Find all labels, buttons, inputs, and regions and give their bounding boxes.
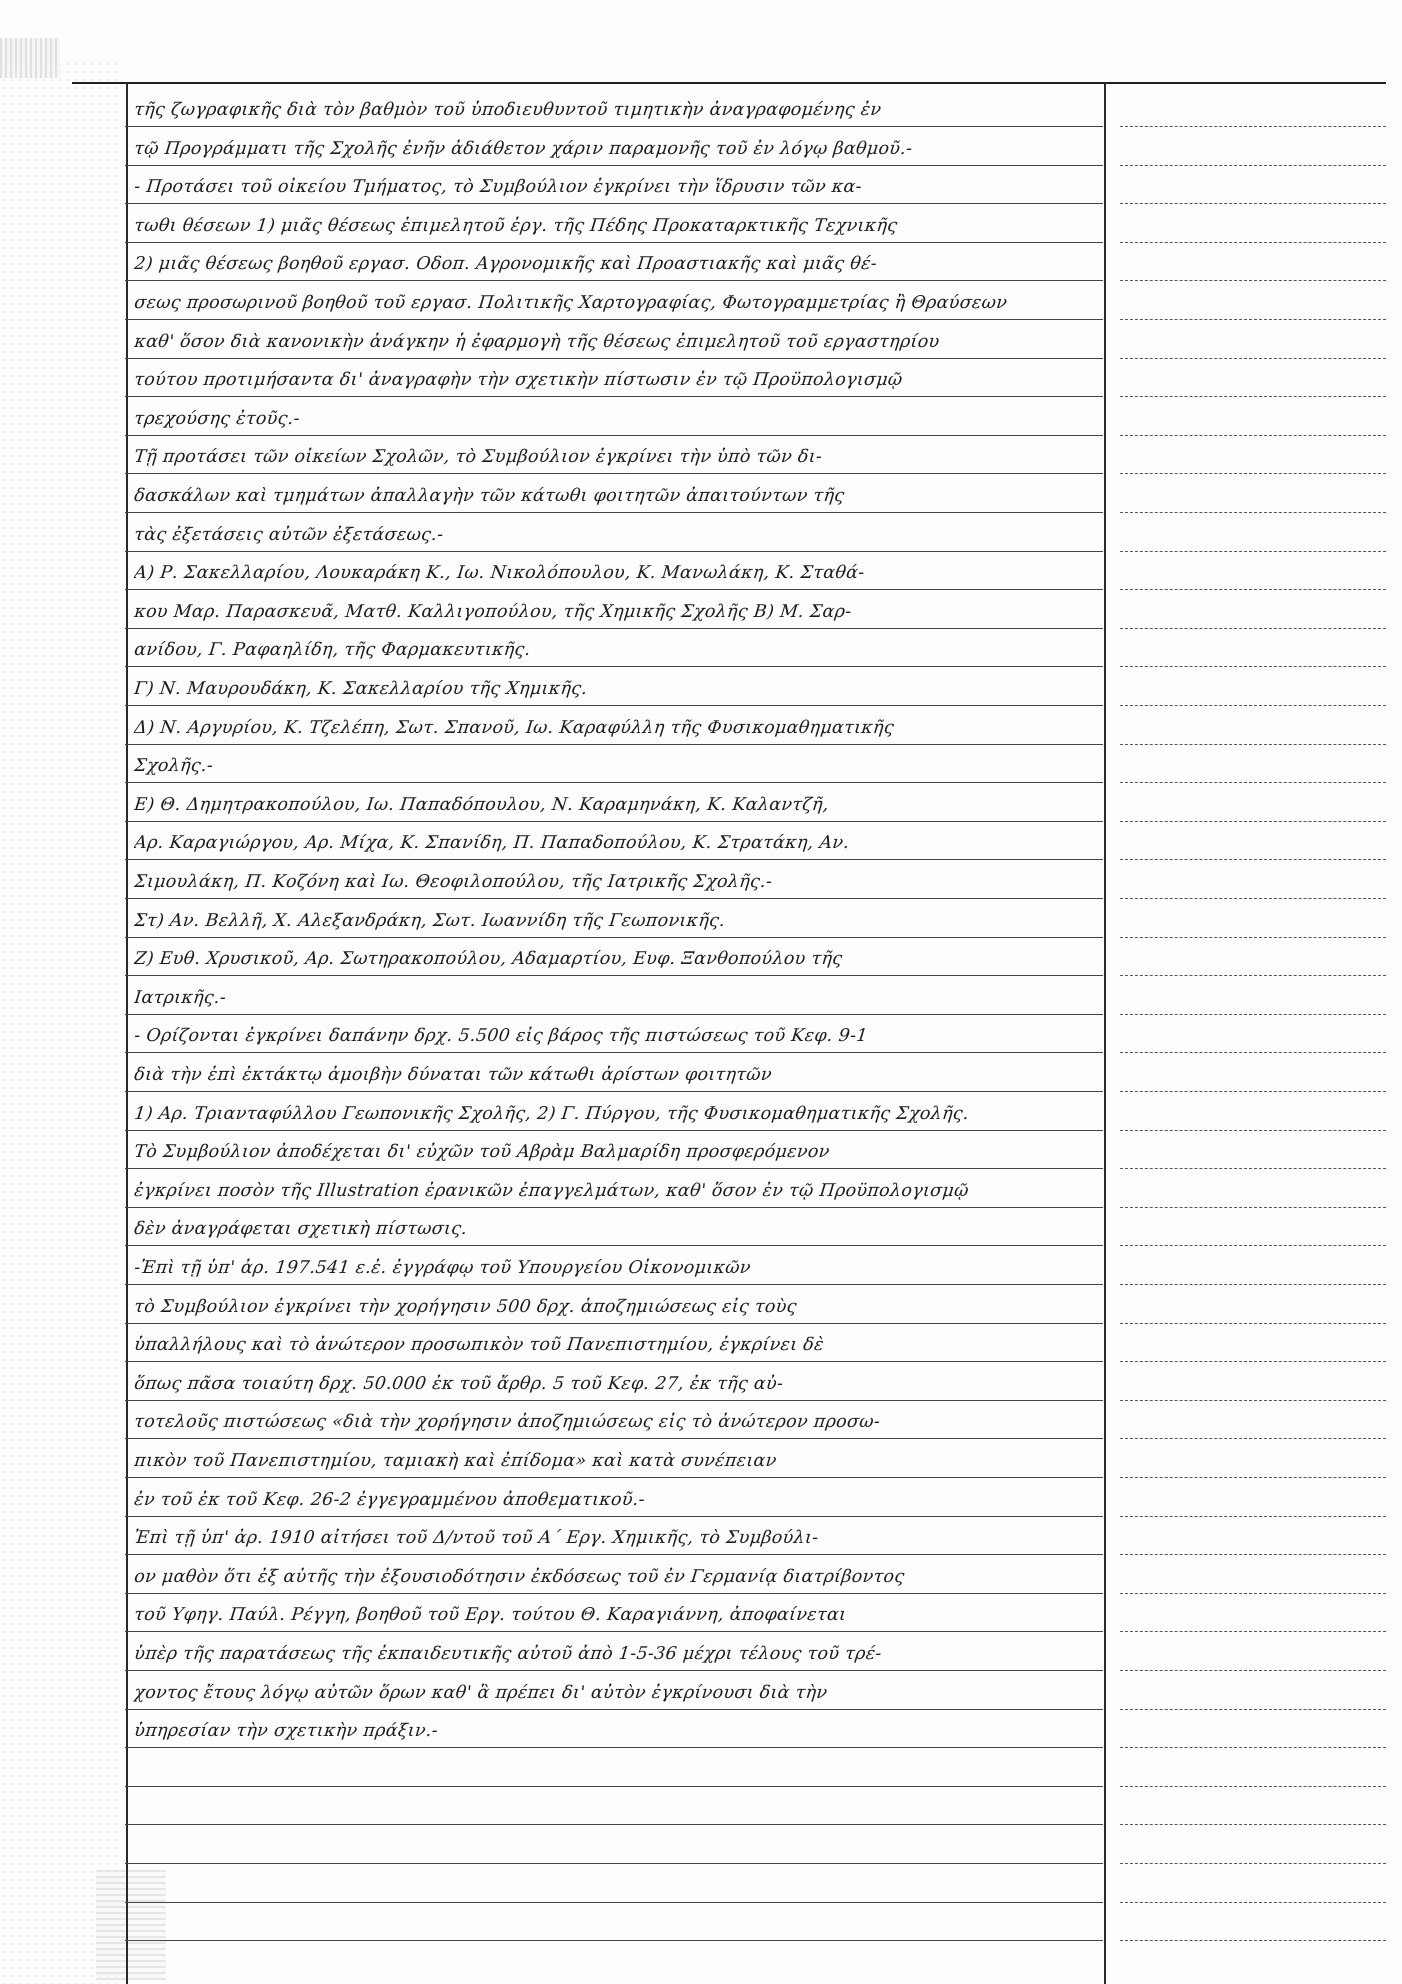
margin-dash-line: [1120, 1902, 1386, 1903]
margin-dash-line: [1120, 165, 1386, 166]
margin-dash-line: [1120, 1245, 1386, 1246]
margin-dash-line: [1120, 1168, 1386, 1169]
margin-dash-line: [1120, 589, 1386, 590]
margin-dash-line: [1120, 1130, 1386, 1131]
margin-dash-line: [1120, 1014, 1386, 1015]
margin-dash-line: [1120, 1670, 1386, 1671]
margin-dash-line: [1120, 1477, 1386, 1478]
handwritten-line: Α) Ρ. Σακελλαρίου, Λουκαράκη Κ., Ιω. Νικολόπουλου, Κ. Μανωλάκη, Κ. Σταθά-: [133, 563, 866, 583]
margin-dash-line: [1120, 203, 1386, 204]
margin-dash-line: [1120, 1593, 1386, 1594]
ruled-line: [125, 1786, 1103, 1787]
margin-dash-line: [1120, 473, 1386, 474]
handwritten-line: τωθι θέσεων 1) μιᾶς θέσεως ἐπιμελητοῦ ἐργ. τῆς Πέδης Προκαταρκτικῆς Τεχνικῆς: [133, 216, 899, 236]
handwritten-line: Σχολῆς.-: [133, 756, 215, 776]
handwritten-line: τοῦ Υφηγ. Παύλ. Ρέγγη, βοηθοῦ τοῦ Εργ. τούτου Θ. Καραγιάννη, ἀποφαίνεται: [133, 1605, 848, 1625]
margin-dash-line: [1120, 358, 1386, 359]
margin-dash-line: [1120, 1516, 1386, 1517]
handwritten-line: ἐγκρίνει ποσὸν τῆς Illustration ἐρανικῶν ἐπαγγελμάτων, καθ' ὅσον ἐν τῷ Προϋπολογισμῷ: [133, 1181, 970, 1201]
margin-dash-line: [1120, 435, 1386, 436]
margin-dash-line: [1120, 1824, 1386, 1825]
margin-dash-line: [1120, 1323, 1386, 1324]
handwritten-line: Σιμουλάκη, Π. Κοζόνη καὶ Ιω. Θεοφιλοπούλου, τῆς Ιατρικῆς Σχολῆς.-: [133, 872, 774, 892]
handwritten-line: Ιατρικῆς.-: [133, 988, 228, 1008]
margin-dash-line: [1120, 1709, 1386, 1710]
handwritten-line: Στ) Αν. Βελλῆ, Χ. Αλεξανδράκη, Σωτ. Ιωαννίδη τῆς Γεωπονικῆς.: [133, 911, 727, 931]
margin-dash-line: [1120, 782, 1386, 783]
handwritten-line: - Προτάσει τοῦ οἰκείου Τμήματος, τὸ Συμβούλιον ἐγκρίνει τὴν ἵδρυσιν τῶν κα-: [133, 177, 863, 197]
handwritten-line: -Ἐπὶ τῇ ὑπ' ἀρ. 197.541 ε.ἐ. ἐγγράφῳ τοῦ Υπουργείου Οἰκονομικῶν: [133, 1258, 752, 1278]
handwritten-line: ον μαθὸν ὅτι ἐξ αὐτῆς τὴν ἐξουσιοδότησιν ἐκδόσεως τοῦ ἐν Γερμανίᾳ διατρίβοντος: [133, 1567, 906, 1587]
margin-dash-line: [1120, 705, 1386, 706]
margin-dash-line: [1120, 937, 1386, 938]
margin-dash-line: [1120, 1631, 1386, 1632]
handwritten-line: σεως προσωρινοῦ βοηθοῦ τοῦ εργασ. Πολιτικῆς Χαρτογραφίας, Φωτογραμμετρίας ἢ Θραύσεων: [133, 293, 1009, 313]
margin-dash-line: [1120, 628, 1386, 629]
margin-dash-line: [1120, 744, 1386, 745]
margin-dash-line: [1120, 898, 1386, 899]
handwritten-line: Τῇ προτάσει τῶν οἰκείων Σχολῶν, τὸ Συμβούλιον ἐγκρίνει τὴν ὑπὸ τῶν δι-: [133, 447, 824, 467]
margin-dash-line: [1120, 126, 1386, 127]
handwritten-line: ἐν τοῦ ἐκ τοῦ Κεφ. 26-2 ἐγγεγραμμένου ἀποθεματικοῦ.-: [133, 1490, 646, 1510]
handwritten-line: τοτελοῦς πιστώσεως «διὰ τὴν χορήγησιν ἀποζημιώσεως εἰς τὸ ἀνώτερον προσω-: [133, 1412, 882, 1432]
handwritten-line: Ε) Θ. Δημητρακοπούλου, Ιω. Παπαδόπουλου, Ν. Καραμηνάκη, Κ. Καλαντζῆ,: [133, 795, 830, 815]
margin-dash-line: [1120, 1940, 1386, 1941]
margin-dash-line: [1120, 1361, 1386, 1362]
margin-dash-line: [1120, 319, 1386, 320]
handwritten-line: τρεχούσης ἐτοῦς.-: [133, 409, 301, 429]
handwritten-line: ὑπαλλήλους καὶ τὸ ἀνώτερον προσωπικὸν τοῦ Πανεπιστημίου, ἐγκρίνει δὲ: [133, 1335, 825, 1355]
margin-dash-line: [1120, 975, 1386, 976]
margin-dash-line: [1120, 1747, 1386, 1748]
margin-dash-line: [1120, 1863, 1386, 1864]
ruled-line: [125, 1902, 1103, 1903]
handwritten-line: ὑπὲρ τῆς παρατάσεως τῆς ἐκπαιδευτικῆς αὐτοῦ ἀπὸ 1-5-36 μέχρι τέλους τοῦ τρέ-: [133, 1644, 883, 1664]
handwritten-line: τῷ Προγράμματι τῆς Σχολῆς ἐνῆν ἀδιάθετον χάριν παραμονῆς τοῦ ἐν λόγῳ βαθμοῦ.-: [133, 139, 914, 159]
margin-dash-line: [1120, 1052, 1386, 1053]
margin-dash-line: [1120, 512, 1386, 513]
handwritten-line: Ζ) Ευθ. Χρυσικοῦ, Αρ. Σωτηρακοπούλου, Αδαμαρτίου, Ευφ. Ξανθοπούλου τῆς: [133, 949, 844, 969]
handwritten-line: Τὸ Συμβούλιον ἀποδέχεται δι' εὐχῶν τοῦ Αβρὰμ Βαλμαρίδη προσφερόμενον: [133, 1142, 831, 1162]
handwritten-line: τούτου προτιμήσαντα δι' ἀναγραφὴν τὴν σχετικὴν πίστωσιν ἐν τῷ Προϋπολογισμῷ: [133, 370, 904, 390]
handwritten-line: Γ) Ν. Μαυρουδάκη, Κ. Σακελλαρίου τῆς Χημικῆς.: [133, 679, 589, 699]
handwritten-line: 1) Αρ. Τριανταφύλλου Γεωπονικῆς Σχολῆς, 2) Γ. Πύργου, τῆς Φυσικομαθηματικῆς Σχολῆς.: [133, 1104, 970, 1124]
margin-dash-line: [1120, 821, 1386, 822]
margin-dash-line: [1120, 242, 1386, 243]
handwritten-line: 2) μιᾶς θέσεως βοηθοῦ εργασ. Οδοπ. Αγρονομικῆς καὶ Προαστιακῆς καὶ μιᾶς θέ-: [133, 254, 879, 274]
margin-dash-line: [1120, 1400, 1386, 1401]
ruled-line: [125, 1863, 1103, 1864]
margin-dash-line: [1120, 1207, 1386, 1208]
handwritten-line: κου Μαρ. Παρασκευᾶ, Ματθ. Καλλιγοπούλου, τῆς Χημικῆς Σχολῆς Β) Μ. Σαρ-: [133, 602, 853, 622]
handwritten-line: δασκάλων καὶ τμημάτων ἀπαλλαγὴν τῶν κάτωθι φοιτητῶν ἀπαιτούντων τῆς: [133, 486, 846, 506]
handwritten-line: διὰ τὴν ἐπὶ ἐκτάκτῳ ἀμοιβὴν δύναται τῶν κάτωθι ἀρίστων φοιτητῶν: [133, 1065, 773, 1085]
margin-dash-line: [1120, 396, 1386, 397]
margin-dash-line: [1120, 551, 1386, 552]
ruled-line: [125, 1940, 1103, 1941]
margin-dash-line: [1120, 1786, 1386, 1787]
handwritten-line: καθ' ὅσον διὰ κανονικὴν ἀνάγκην ἡ ἐφαρμογὴ τῆς θέσεως ἐπιμελητοῦ τοῦ εργαστηρίου: [133, 332, 941, 352]
handwritten-line: δὲν ἀναγράφεται σχετικὴ πίστωσις.: [133, 1219, 469, 1239]
margin-dash-line: [1120, 1554, 1386, 1555]
margin-dash-line: [1120, 1438, 1386, 1439]
ruled-line: [125, 1824, 1103, 1825]
handwritten-line: Ἐπὶ τῇ ὑπ' ἀρ. 1910 αἰτήσει τοῦ Δ/ντοῦ τοῦ Α΄ Εργ. Χημικῆς, τὸ Συμβούλι-: [133, 1528, 820, 1548]
margin-dash-line: [1120, 1284, 1386, 1285]
handwritten-line: πικὸν τοῦ Πανεπιστημίου, ταμιακὴ καὶ ἐπίδομα» καὶ κατὰ συνέπειαν: [133, 1451, 778, 1471]
handwritten-line: ὅπως πᾶσα τοιαύτη δρχ. 50.000 ἐκ τοῦ ἄρθρ. 5 τοῦ Κεφ. 27, ἐκ τῆς αὐ-: [133, 1374, 785, 1394]
handwritten-line: ὑπηρεσίαν τὴν σχετικὴν πράξιν.-: [133, 1721, 440, 1741]
handwritten-line: ανίδου, Γ. Ραφαηλίδη, τῆς Φαρμακευτικῆς.: [133, 640, 532, 660]
handwritten-line: - Ορίζονται ἐγκρίνει δαπάνην δρχ. 5.500 εἰς βάρος τῆς πιστώσεως τοῦ Κεφ. 9-1: [133, 1026, 869, 1046]
handwritten-line: τὰς ἐξετάσεις αὐτῶν ἐξετάσεως.-: [133, 525, 445, 545]
handwritten-line: Δ) Ν. Αργυρίου, Κ. Τζελέπη, Σωτ. Σπανοῦ, Ιω. Καραφύλλη τῆς Φυσικομαθηματικῆς: [133, 718, 896, 738]
margin-dash-line: [1120, 859, 1386, 860]
margin-dash-line: [1120, 666, 1386, 667]
handwritten-line: τῆς ζωγραφικῆς διὰ τὸν βαθμὸν τοῦ ὑποδιευθυντοῦ τιμητικὴν ἀναγραφομένης ἐν: [133, 100, 883, 120]
margin-dash-line: [1120, 280, 1386, 281]
handwritten-line: Αρ. Καραγιώργου, Αρ. Μίχα, Κ. Σπανίδη, Π. Παπαδοπούλου, Κ. Στρατάκη, Αν.: [133, 833, 851, 853]
handwritten-line: τὸ Συμβούλιον ἐγκρίνει τὴν χορήγησιν 500 δρχ. ἀποζημιώσεως εἰς τοὺς: [133, 1297, 798, 1317]
margin-dash-line: [1120, 1091, 1386, 1092]
handwritten-line: χοντος ἔτους λόγῳ αὐτῶν ὅρων καθ' ἃ πρέπει δι' αὐτὸν ἐγκρίνουσι διὰ τὴν: [133, 1683, 829, 1703]
